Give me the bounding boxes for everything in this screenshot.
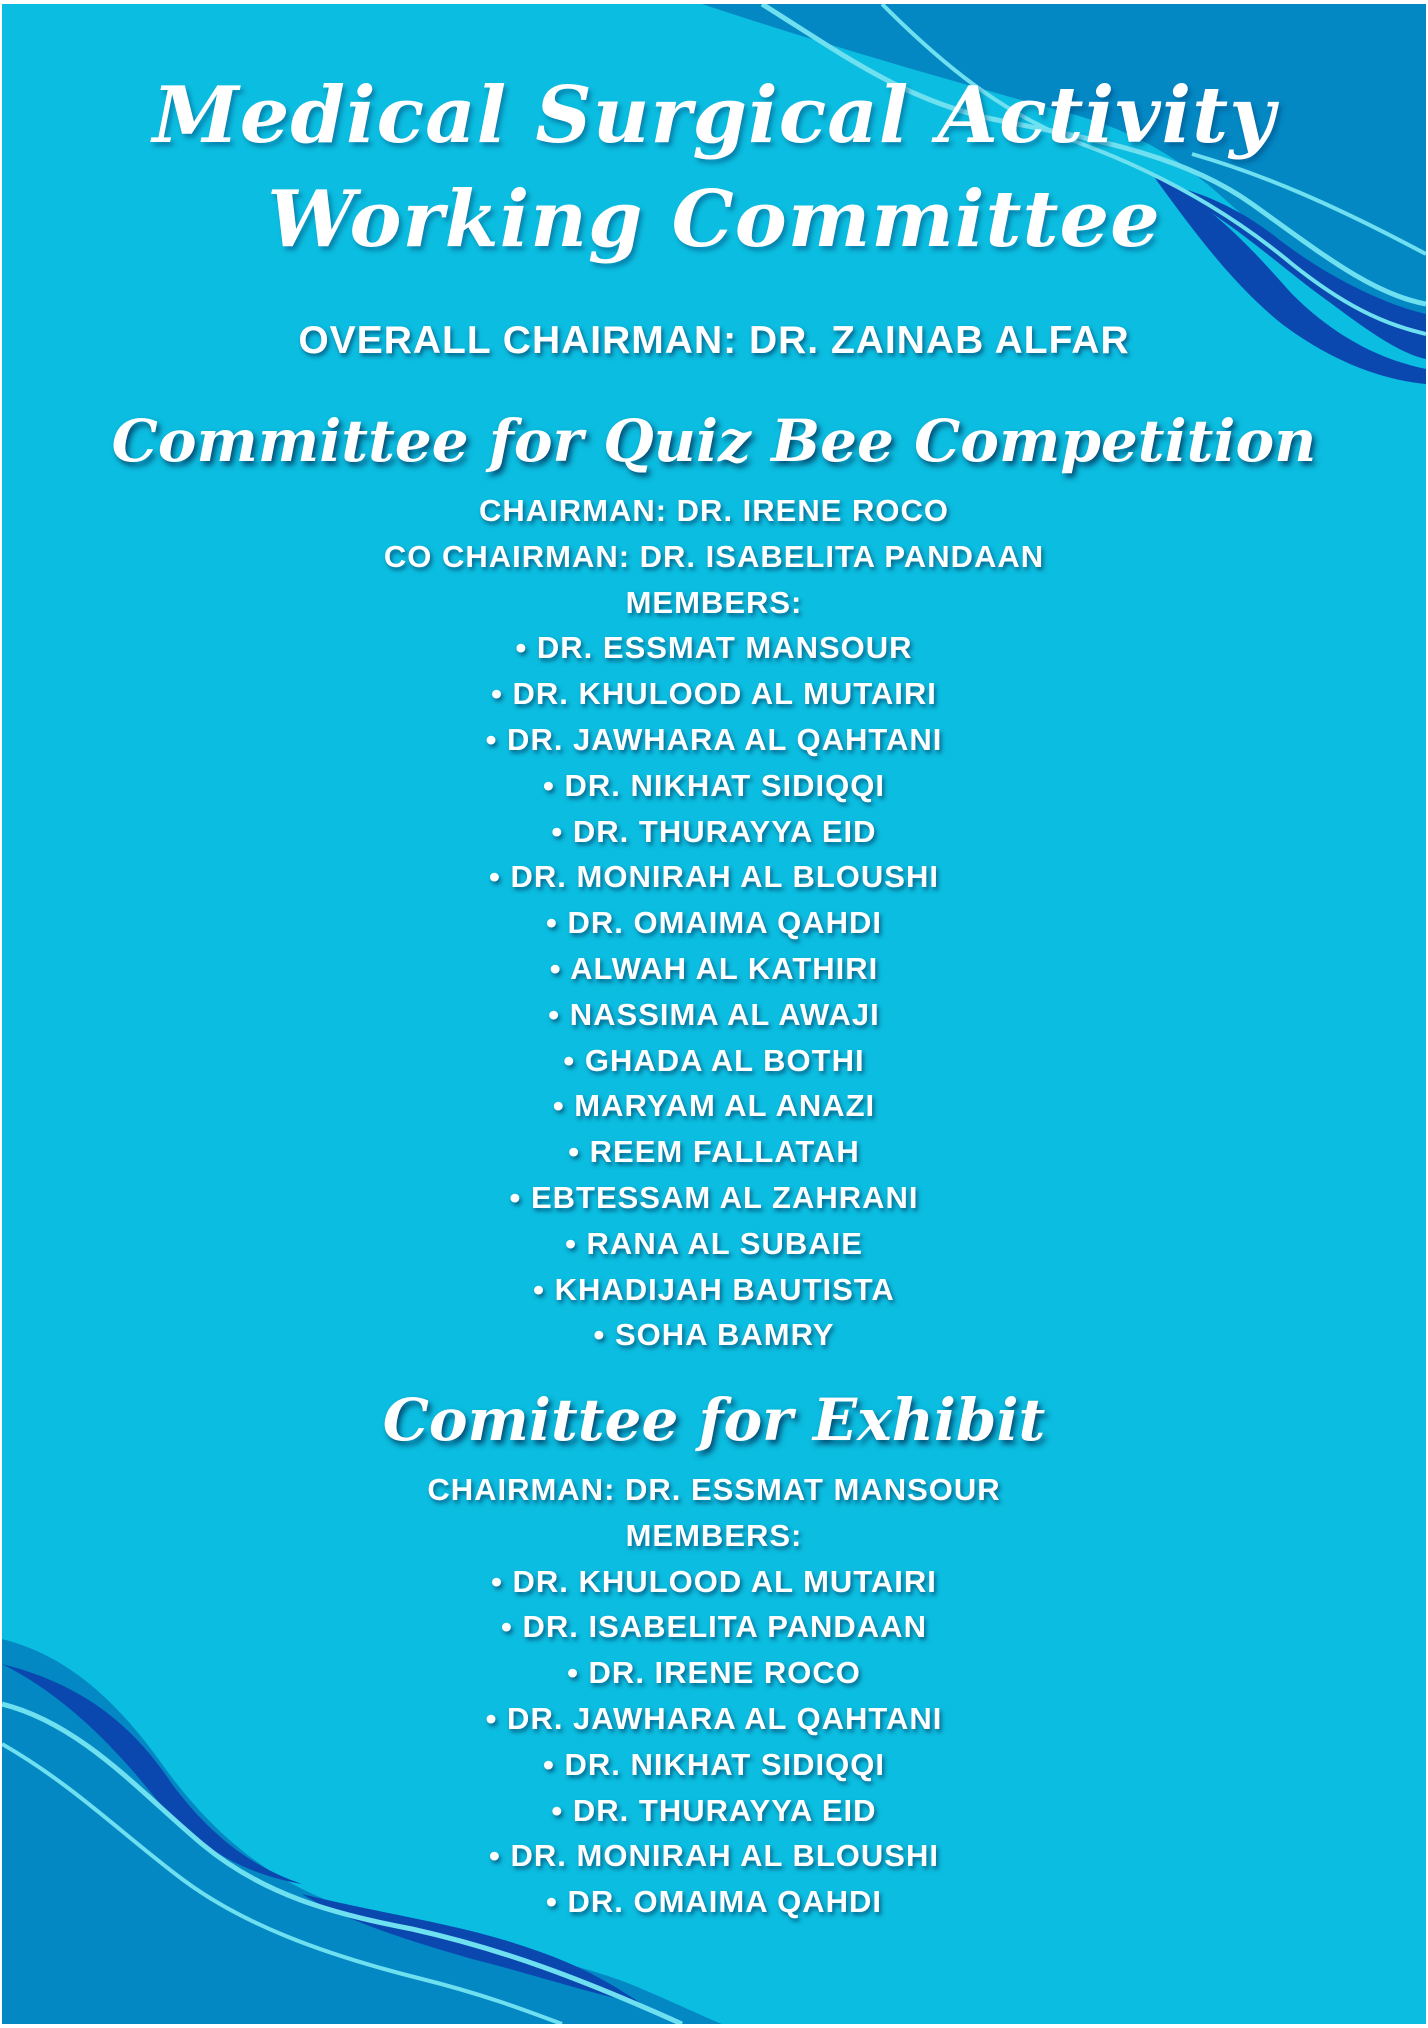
quiz-bee-members-list	[2, 625, 1426, 1358]
list-item: • DR. MONIRAH AL BLOUSHI	[489, 1838, 939, 1874]
quiz-bee-committee	[2, 488, 1426, 1358]
list-item: • DR. KHULOOD AL MUTAIRI	[491, 676, 937, 712]
list-item: • KHADIJAH BAUTISTA	[533, 1271, 895, 1307]
title-line-2: Working Committee	[267, 174, 1161, 265]
quiz-bee-co-chairman: CO CHAIRMAN: DR. ISABELITA PANDAAN	[383, 538, 1045, 574]
list-item: • DR. THURAYYA EID	[551, 813, 877, 849]
list-item: • DR. NIKHAT SIDIQQI	[542, 1746, 885, 1782]
list-item: • RANA AL SUBAIE	[565, 1225, 863, 1261]
list-item: • MARYAM AL ANAZI	[552, 1088, 876, 1124]
list-item: • DR. MONIRAH AL BLOUSHI	[489, 859, 939, 895]
list-item: • DR. ISABELITA PANDAAN	[501, 1609, 927, 1645]
list-item: • DR. THURAYYA EID	[551, 1792, 877, 1828]
exhibit-committee	[2, 1467, 1426, 1925]
list-item: • EBTESSAM AL ZAHRANI	[509, 1179, 919, 1215]
exhibit-chairman: CHAIRMAN: DR. ESSMAT MANSOUR	[427, 1472, 1001, 1507]
list-item: • NASSIMA AL AWAJI	[548, 996, 880, 1032]
list-item: • REEM FALLATAH	[568, 1134, 860, 1170]
list-item: • GHADA AL BOTHI	[563, 1042, 865, 1078]
exhibit-members-label: MEMBERS:	[625, 1517, 803, 1553]
list-item: • DR. OMAIMA QAHDI	[546, 1884, 882, 1920]
quiz-bee-members-label: MEMBERS:	[625, 584, 803, 620]
exhibit-members-list	[2, 1559, 1426, 1925]
quiz-bee-chairman: CHAIRMAN: DR. IRENE ROCO	[478, 493, 950, 528]
title-line-1: Medical Surgical Activity	[152, 70, 1276, 161]
exhibit-heading: Comittee for Exhibit	[382, 1386, 1046, 1454]
poster-title	[2, 64, 1426, 272]
list-item: • DR. KHULOOD AL MUTAIRI	[491, 1563, 937, 1599]
list-item: • DR. JAWHARA AL QAHTANI	[485, 721, 943, 757]
list-item: • DR. ESSMAT MANSOUR	[515, 630, 913, 666]
list-item: • DR. IRENE ROCO	[567, 1655, 861, 1691]
quiz-bee-heading: Committee for Quiz Bee Competition	[111, 407, 1317, 475]
list-item: • DR. JAWHARA AL QAHTANI	[485, 1700, 943, 1736]
list-item: • SOHA BAMRY	[593, 1317, 835, 1353]
poster	[2, 4, 1426, 2024]
list-item: • DR. OMAIMA QAHDI	[546, 905, 882, 941]
list-item: • DR. NIKHAT SIDIQQI	[542, 767, 885, 803]
overall-chairman: OVERALL CHAIRMAN: DR. ZAINAB ALFAR	[298, 319, 1130, 362]
list-item: • ALWAH AL KATHIRI	[549, 950, 879, 986]
